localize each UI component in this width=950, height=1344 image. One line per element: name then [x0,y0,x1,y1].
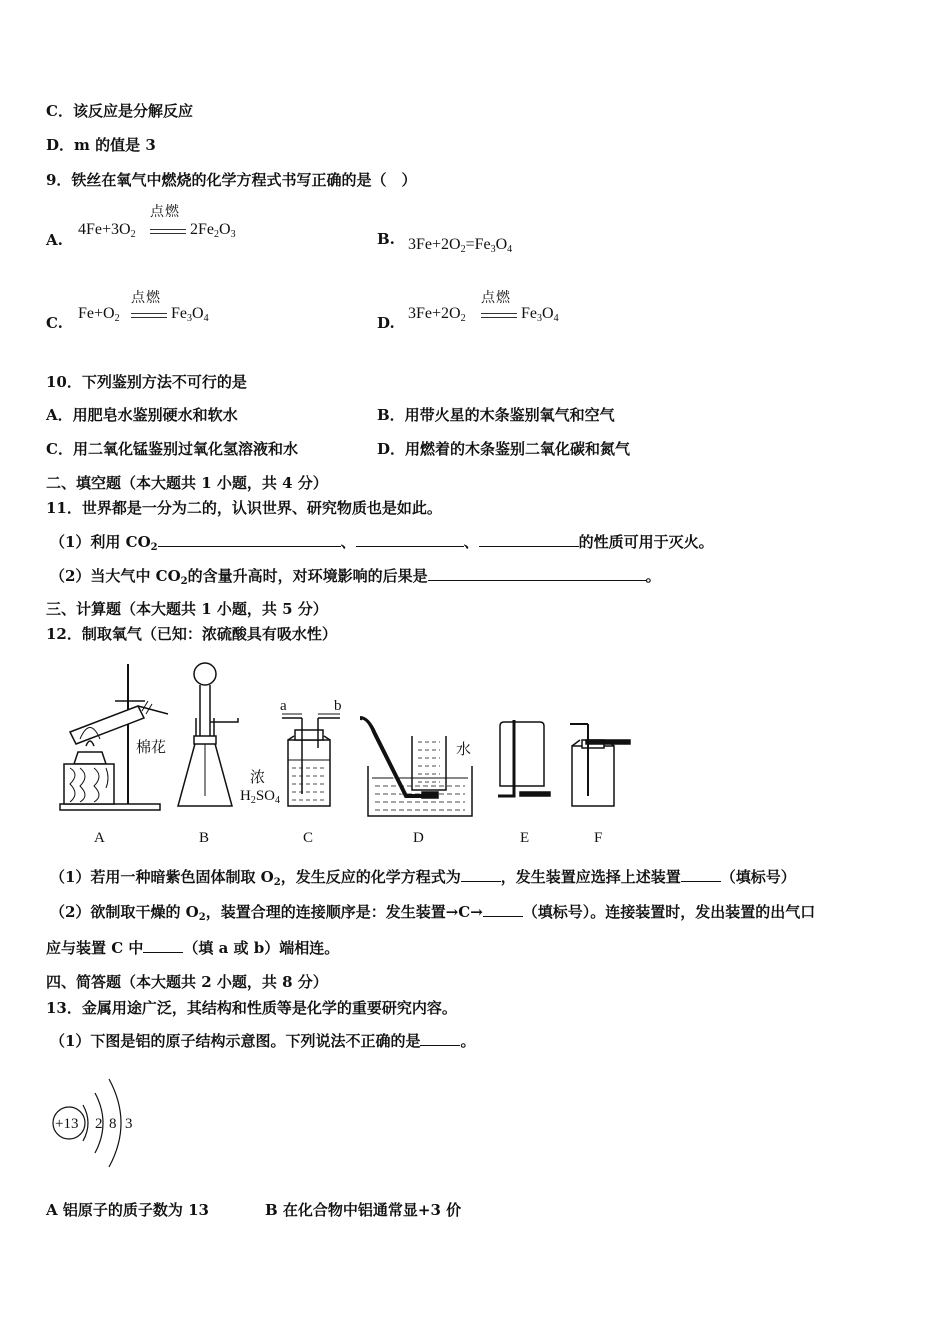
q12-blank-2[interactable] [681,867,721,882]
nucleus-charge: +13 [55,1116,79,1132]
shell-1-electrons: 2 [95,1116,103,1132]
label-cotton: 棉花 [136,740,167,756]
aluminum-atom-diagram [45,1065,155,1180]
label-water: 水 [456,742,472,758]
q12-part1: （1）若用一种暗紫色固体制取 $O_2$，发生反应的化学方程式为 ，发生装置应选择上述装置 （填标号） [50,868,796,888]
apparatus-figure [50,656,650,851]
q11-blank-3[interactable] [479,532,579,547]
label-h2so4: $H_2SO_4$ [240,788,281,806]
q9-c-condition: 点燃 [131,290,161,306]
section-4-heading: 四、简答题（本大题共 2 小题，共 8 分） [46,973,328,991]
label-a: a [280,698,287,714]
apparatus-label-d: D [413,830,424,846]
q12-part2-line2: 应与装置 C 中 （填 a 或 b）端相连。 [46,939,340,957]
q11-stem: 11．世界都是一分为二的，认识世界、研究物质也是如此。 [46,499,442,517]
q13-part1: （1）下图是铝的原子结构示意图。下列说法不正确的是 。 [50,1032,476,1050]
q12-stem: 12．制取氧气（已知：浓硫酸具有吸水性） [46,625,337,643]
shell-3-electrons: 3 [125,1116,133,1132]
q10-option-b: B．用带火星的木条鉴别氧气和空气 [377,406,615,424]
q11-blank-4[interactable] [428,566,646,581]
q11-part1: （1）利用 $CO_2$ 、 、 的性质可用于灭火。 [50,533,714,553]
q9-d-label: D. [377,314,395,332]
apparatus-label-f: F [594,830,603,846]
q12-blank-1[interactable] [461,867,501,882]
label-b: b [334,698,342,714]
q10-option-d: D．用燃着的木条鉴别二氧化碳和氮气 [377,440,631,458]
q10-option-c: C．用二氧化锰鉴别过氧化氢溶液和水 [46,440,298,458]
q13-option-b: B 在化合物中铝通常显+3 价 [265,1201,462,1219]
q9-c-label: C. [46,314,63,332]
section-2-heading: 二、填空题（本大题共 1 小题，共 4 分） [46,474,328,492]
q10-option-a: A．用肥皂水鉴别硬水和软水 [46,406,238,424]
q9-a-condition: 点燃 [150,204,180,220]
q8-option-d: D．m 的值是 3 [46,136,156,154]
q9-d-condition: 点燃 [481,290,511,306]
q10-stem: 10．下列鉴别方法不可行的是 [46,373,247,391]
q11-part2: （2）当大气中 $CO_2$的含量升高时，对环境影响的后果是 。 [50,567,661,587]
q9-b-label: B. [377,230,395,248]
q12-blank-4[interactable] [143,938,183,953]
apparatus-label-b: B [199,830,210,846]
section-3-heading: 三、计算题（本大题共 1 小题，共 5 分） [46,600,328,618]
q9-a-label: A. [46,231,63,249]
q11-blank-1[interactable] [158,532,341,547]
q11-blank-2[interactable] [356,532,464,547]
q12-part2: （2）欲制取干燥的 $O_2$，装置合理的连接顺序是：发生装置→C→ （填标号）。连接装置时，发出装置的出气口 [50,903,816,923]
apparatus-label-e: E [520,830,530,846]
label-conc: 浓 [250,770,266,786]
apparatus-label-a: A [94,830,105,846]
q8-option-c: C．该反应是分解反应 [46,102,193,120]
q13-blank-1[interactable] [420,1031,460,1046]
apparatus-label-c: C [303,830,314,846]
q9-stem: 9．铁丝在氧气中燃烧的化学方程式书写正确的是（ ） [46,171,417,189]
shell-2-electrons: 8 [109,1116,117,1132]
q13-option-a: A 铝原子的质子数为 13 [46,1201,209,1219]
q9-b-equation: $3Fe+2O_2=Fe_3O_4$ [408,236,513,255]
q12-blank-3[interactable] [483,902,523,917]
q13-stem: 13．金属用途广泛，其结构和性质等是化学的重要研究内容。 [46,999,457,1017]
